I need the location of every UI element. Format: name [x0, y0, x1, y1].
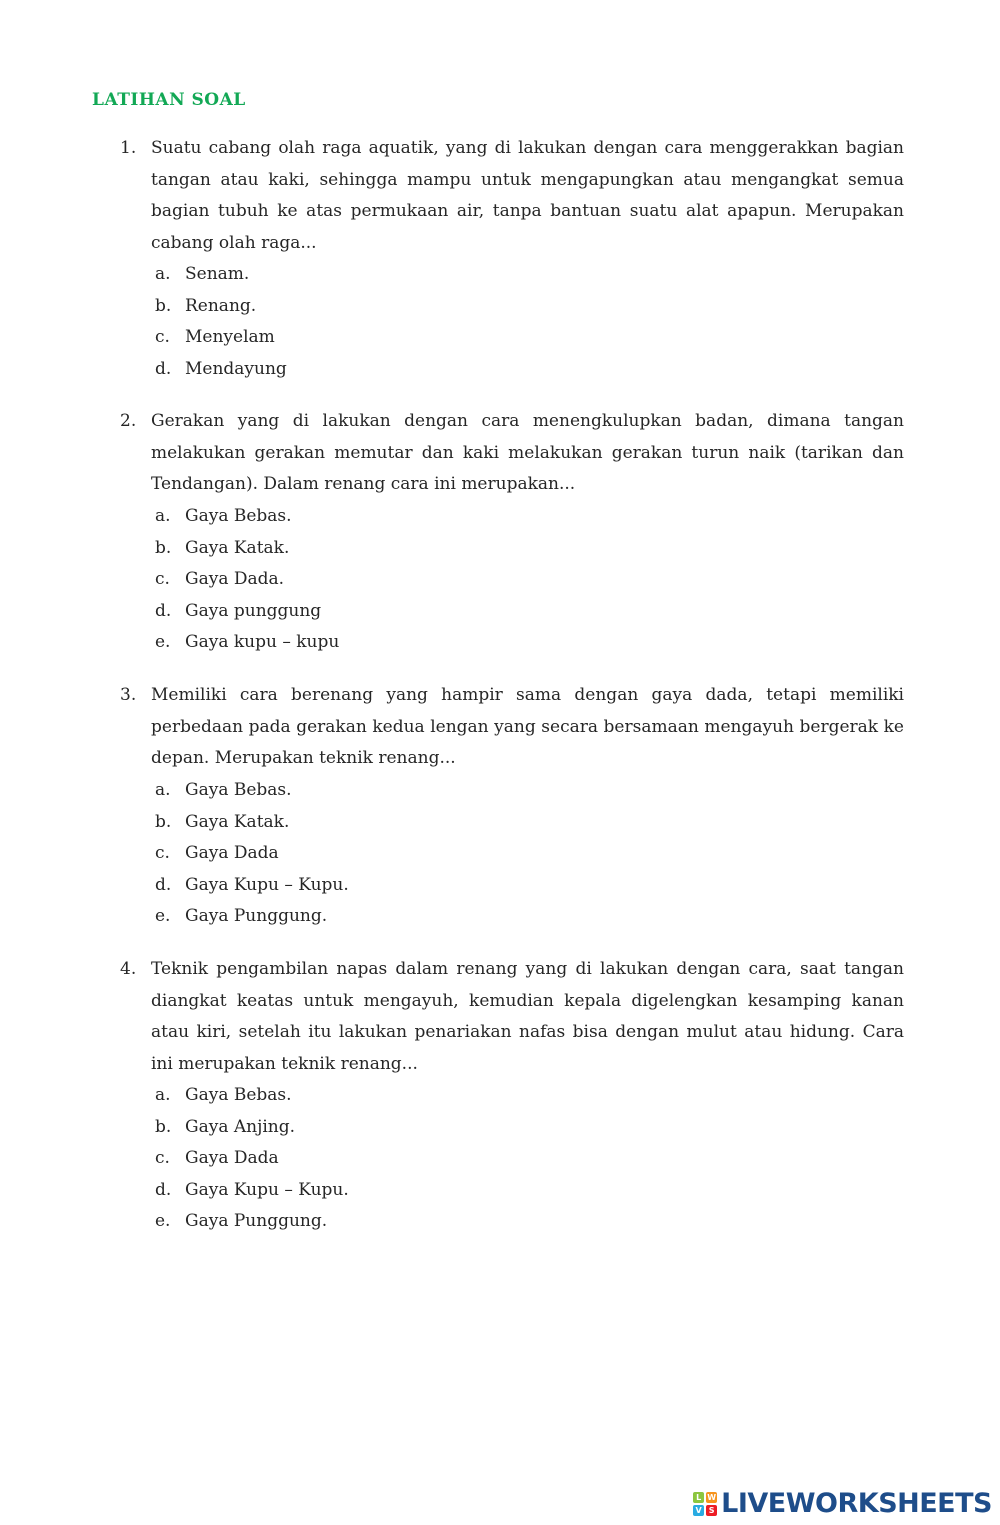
- option-letter: b.: [155, 811, 172, 832]
- option-text: Gaya Katak.: [185, 811, 290, 832]
- option-text: Renang.: [185, 295, 257, 316]
- question-text: Memiliki cara berenang yang hampir sama dengan gaya dada, tetapi memiliki perbedaan pada gerakan kedua lengan yang secara bersamaan mengayuh bergerak ke depan. Merupakan teknik renang...: [151, 685, 904, 769]
- option-letter: d.: [155, 358, 172, 379]
- option-letter: d.: [155, 1179, 172, 1200]
- question-number: 3.: [120, 685, 137, 705]
- option-d[interactable]: [0, 354, 1000, 386]
- option-text: Gaya Dada.: [185, 569, 285, 590]
- option-text: Gaya Dada: [185, 1148, 279, 1169]
- option-text: Gaya Kupu – Kupu.: [185, 874, 349, 895]
- liveworksheets-logo-icon: [693, 1492, 717, 1516]
- option-text: Gaya Bebas.: [185, 780, 292, 800]
- logo-tile: L: [693, 1492, 704, 1503]
- option-b[interactable]: [0, 1112, 1000, 1144]
- option-e[interactable]: [0, 1206, 1000, 1238]
- option-a[interactable]: [0, 1080, 1000, 1112]
- option-b[interactable]: [0, 807, 1000, 839]
- option-c[interactable]: [0, 564, 1000, 596]
- option-e[interactable]: [0, 627, 1000, 659]
- option-letter: a.: [155, 506, 171, 526]
- liveworksheets-branding: [693, 1488, 992, 1519]
- option-c[interactable]: [0, 322, 1000, 354]
- option-text: Menyelam: [185, 327, 275, 348]
- logo-tile: V: [693, 1505, 704, 1516]
- option-d[interactable]: [0, 870, 1000, 902]
- option-letter: d.: [155, 600, 172, 621]
- option-letter: a.: [155, 780, 171, 800]
- option-letter: c.: [155, 569, 170, 590]
- question-number: 1.: [120, 138, 137, 158]
- option-b[interactable]: [0, 533, 1000, 565]
- option-text: Senam.: [185, 264, 250, 284]
- question-text: Suatu cabang olah raga aquatik, yang di lakukan dengan cara menggerakkan bagian tangan atau kaki, sehingga mampu untuk mengapungkan atau mengangkat semua bagian tubuh ke atas permukaan air, tanpa bantuan suatu alat apapun. Merupakan cabang olah raga...: [151, 138, 904, 253]
- option-letter: e.: [155, 1211, 171, 1232]
- page-title: LATIHAN SOAL: [92, 90, 246, 110]
- logo-tile: W: [707, 1492, 717, 1502]
- option-letter: e.: [155, 906, 171, 927]
- option-e[interactable]: [0, 901, 1000, 933]
- question-text: Gerakan yang di lakukan dengan cara menengkulupkan badan, dimana tangan melakukan gerakan memutar dan kaki melakukan gerakan turun naik (tarikan dan Tendangan). Dalam renang cara ini merupakan...: [151, 411, 904, 495]
- option-letter: b.: [155, 537, 172, 558]
- option-letter: a.: [155, 1085, 171, 1105]
- option-text: Gaya Anjing.: [185, 1116, 296, 1137]
- option-text: Gaya Bebas.: [185, 506, 292, 526]
- option-text: Mendayung: [185, 358, 287, 379]
- option-letter: c.: [155, 843, 170, 864]
- option-text: Gaya punggung: [185, 600, 322, 621]
- option-a[interactable]: [0, 501, 1000, 533]
- option-text: Gaya Punggung.: [185, 1211, 328, 1232]
- logo-tile: S: [706, 1505, 717, 1516]
- brand-name: LIVEWORKSHEETS: [721, 1488, 992, 1519]
- option-b[interactable]: [0, 291, 1000, 323]
- question-number: 2.: [120, 411, 137, 431]
- option-letter: c.: [155, 1148, 170, 1169]
- option-letter: e.: [155, 632, 171, 653]
- option-letter: b.: [155, 1116, 172, 1137]
- option-text: Gaya Punggung.: [185, 906, 328, 927]
- option-a[interactable]: [0, 259, 1000, 291]
- option-d[interactable]: [0, 596, 1000, 628]
- option-text: Gaya Bebas.: [185, 1085, 292, 1105]
- question-number: 4.: [120, 959, 137, 979]
- option-text: Gaya kupu – kupu: [185, 632, 340, 653]
- option-text: Gaya Dada: [185, 843, 279, 864]
- option-c[interactable]: [0, 1143, 1000, 1175]
- option-d[interactable]: [0, 1175, 1000, 1207]
- option-letter: d.: [155, 874, 172, 895]
- option-text: Gaya Kupu – Kupu.: [185, 1179, 349, 1200]
- option-text: Gaya Katak.: [185, 537, 290, 558]
- option-c[interactable]: [0, 838, 1000, 870]
- question-text: Teknik pengambilan napas dalam renang yang di lakukan dengan cara, saat tangan diangkat keatas untuk mengayuh, kemudian kepala digelengkan kesamping kanan atau kiri, setelah itu lakukan penariakan nafas bisa dengan mulut atau hidung. Cara ini merupakan teknik renang...: [151, 959, 904, 1074]
- option-letter: c.: [155, 327, 170, 348]
- option-letter: b.: [155, 295, 172, 316]
- option-letter: a.: [155, 264, 171, 284]
- option-a[interactable]: [0, 775, 1000, 807]
